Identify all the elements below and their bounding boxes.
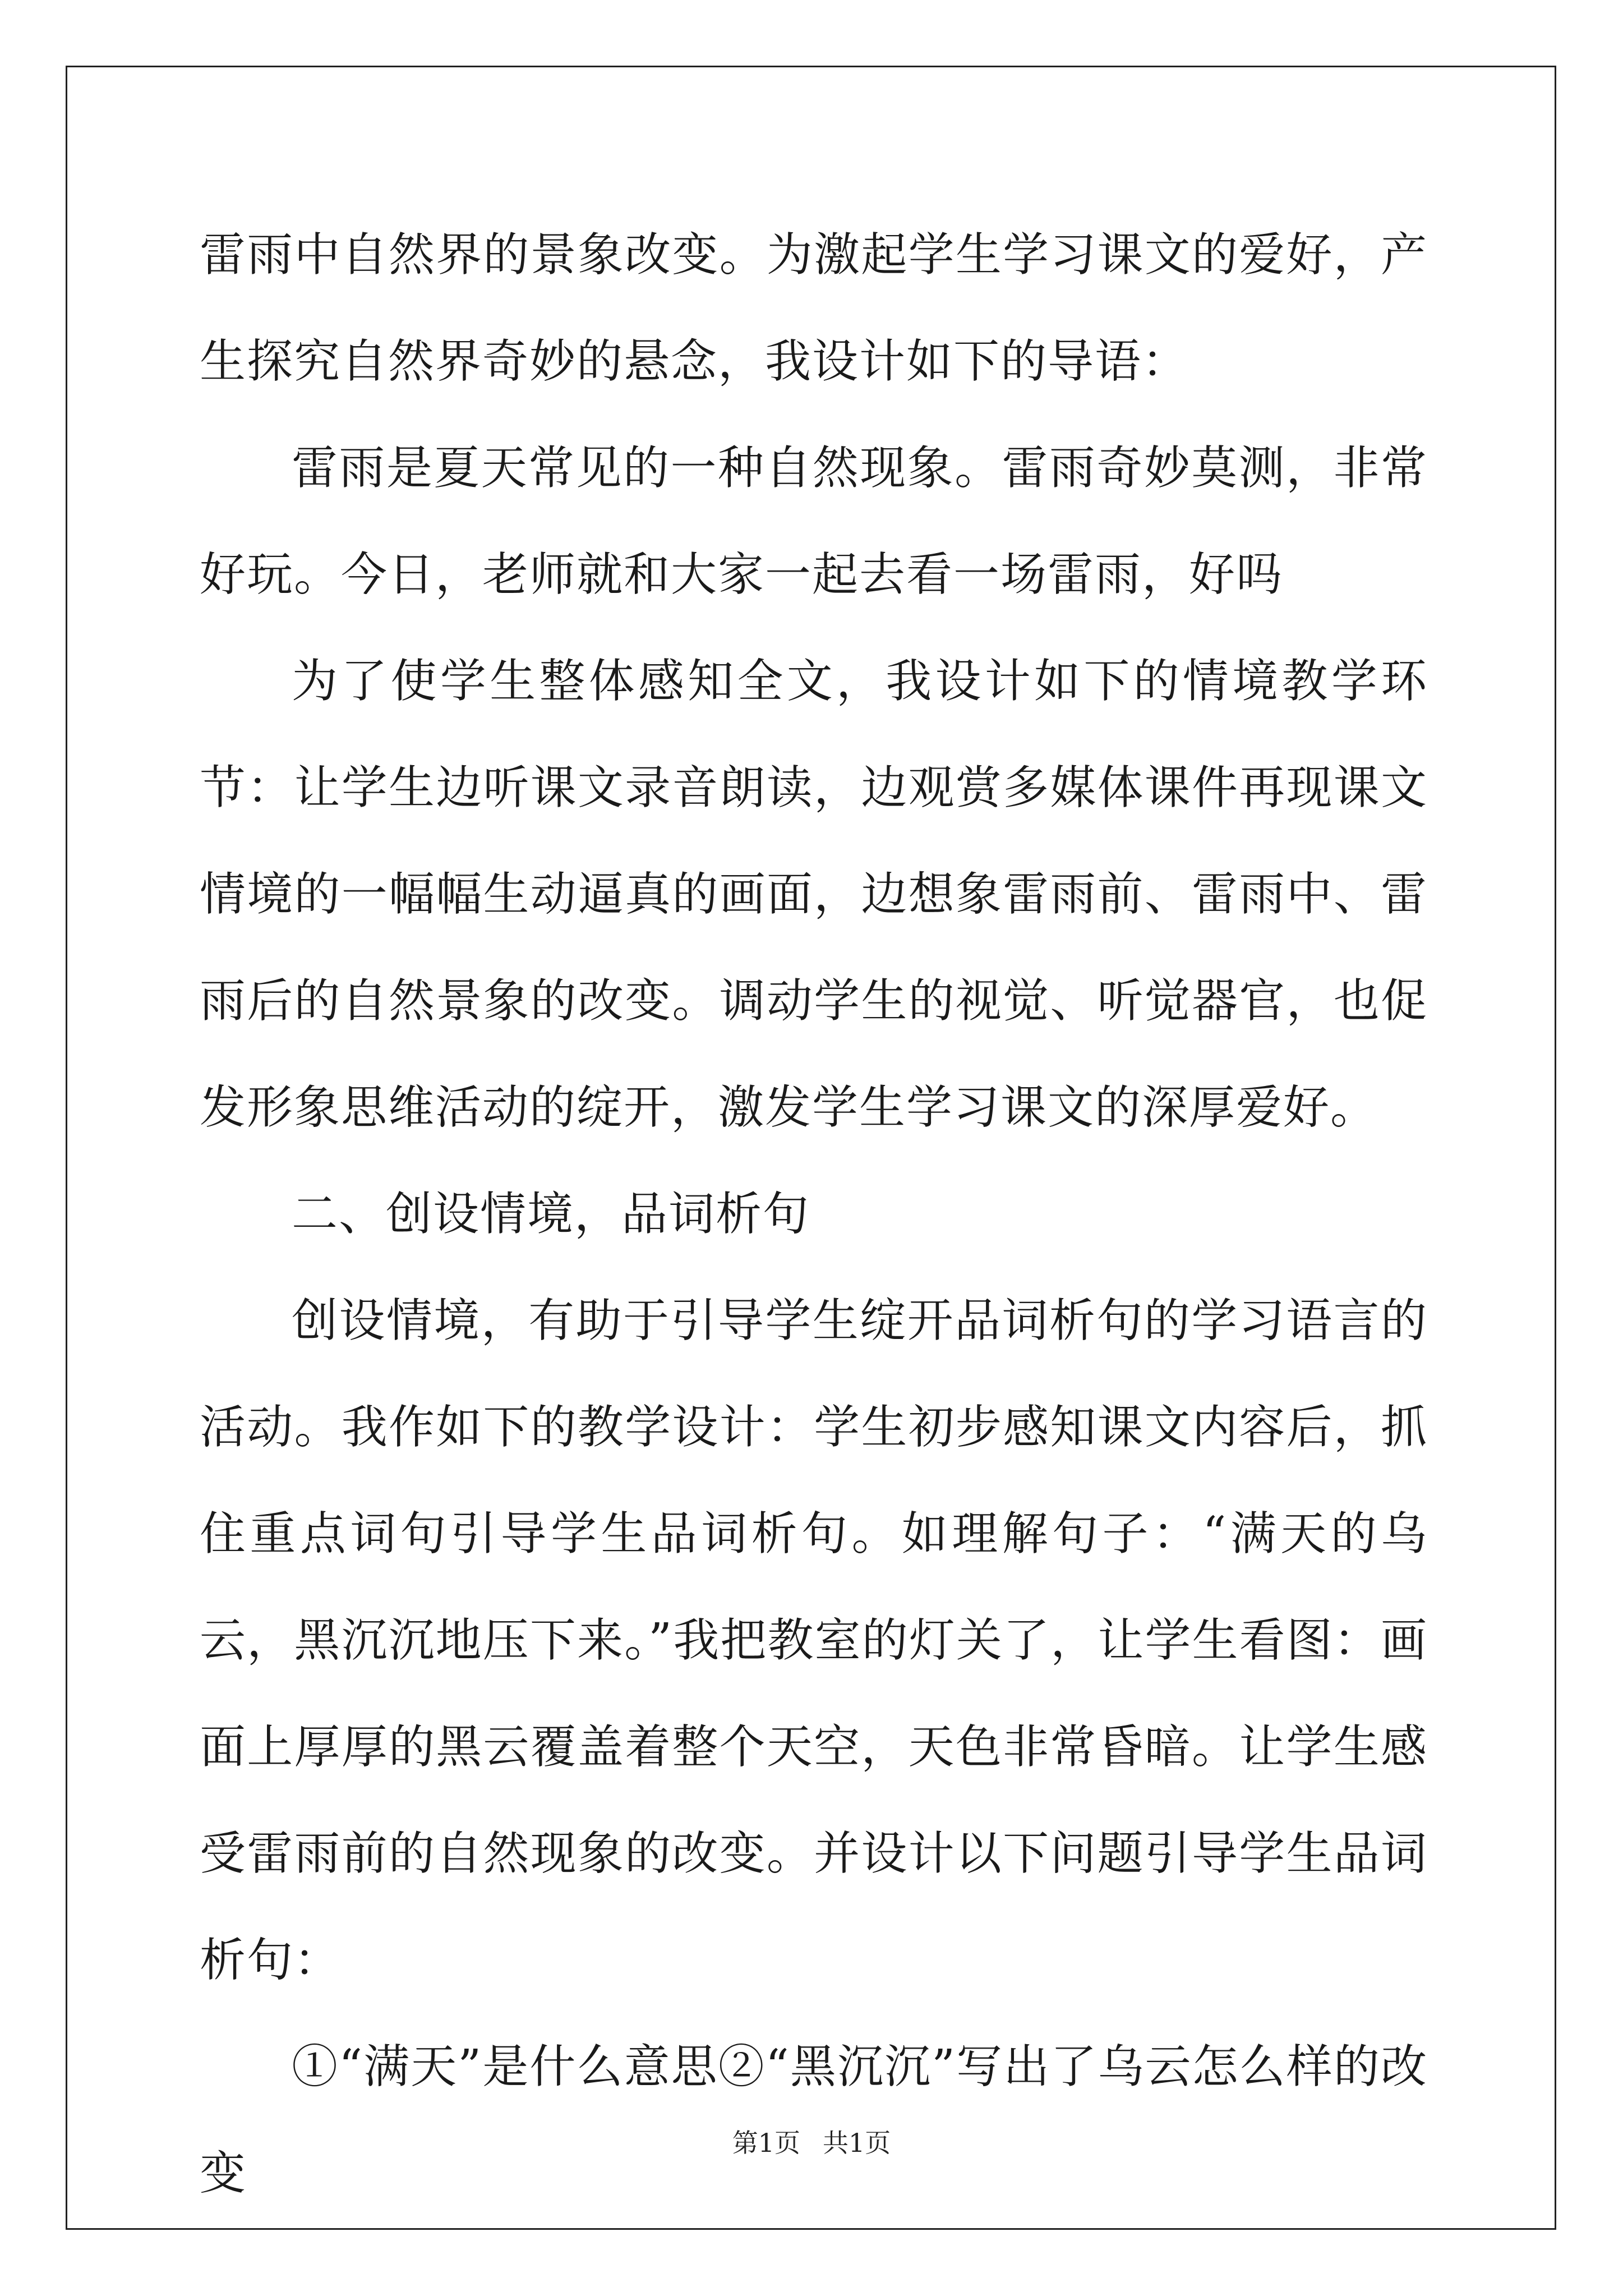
paragraph-3: 为了使学生整体感知全文，我设计如下的情境教学环节：让学生边听课文录音朗读，边观赏多媒体课件再现课文情境的一幅幅生动逼真的画面，边想象雷雨前、雷雨中、雷雨后的自然景象的改变。调动学生的视觉、听觉器官，也促发形象思维活动的绽开，激发学生学习课文的深厚爱好。: [200, 655, 1428, 1134]
page-total: 共1页: [823, 2128, 891, 2158]
page-number: 第1页: [732, 2128, 800, 2158]
paragraph-5: ①“满天”是什么意思②“黑沉沉”写出了乌云怎么样的改变: [200, 2040, 1428, 2200]
page-footer: [0, 2126, 1623, 2160]
document-body: [200, 202, 1428, 2227]
paragraph-2: 雷雨是夏天常见的一种自然现象。雷雨奇妙莫测，非常好玩。今日，老师就和大家一起去看一场雷雨，好吗: [200, 441, 1428, 601]
paragraph-4: 创设情境，有助于引导学生绽开品词析句的学习语言的活动。我作如下的教学设计：学生初步感知课文内容后，抓住重点词句引导学生品词析句。如理解句子：“满天的乌云，黑沉沉地压下来。”我把教室的灯关了，让学生看图：画面上厚厚的黑云覆盖着整个天空，天色非常昏暗。让学生感受雷雨前的自然现象的改变。并设计以下问题引导学生品词析句：: [200, 1294, 1428, 1987]
paragraph-1: 雷雨中自然界的景象改变。为激起学生学习课文的爱好，产生探究自然界奇妙的悬念，我设计如下的导语：: [200, 228, 1428, 388]
section-heading: 二、创设情境，品词析句: [292, 1188, 810, 1241]
